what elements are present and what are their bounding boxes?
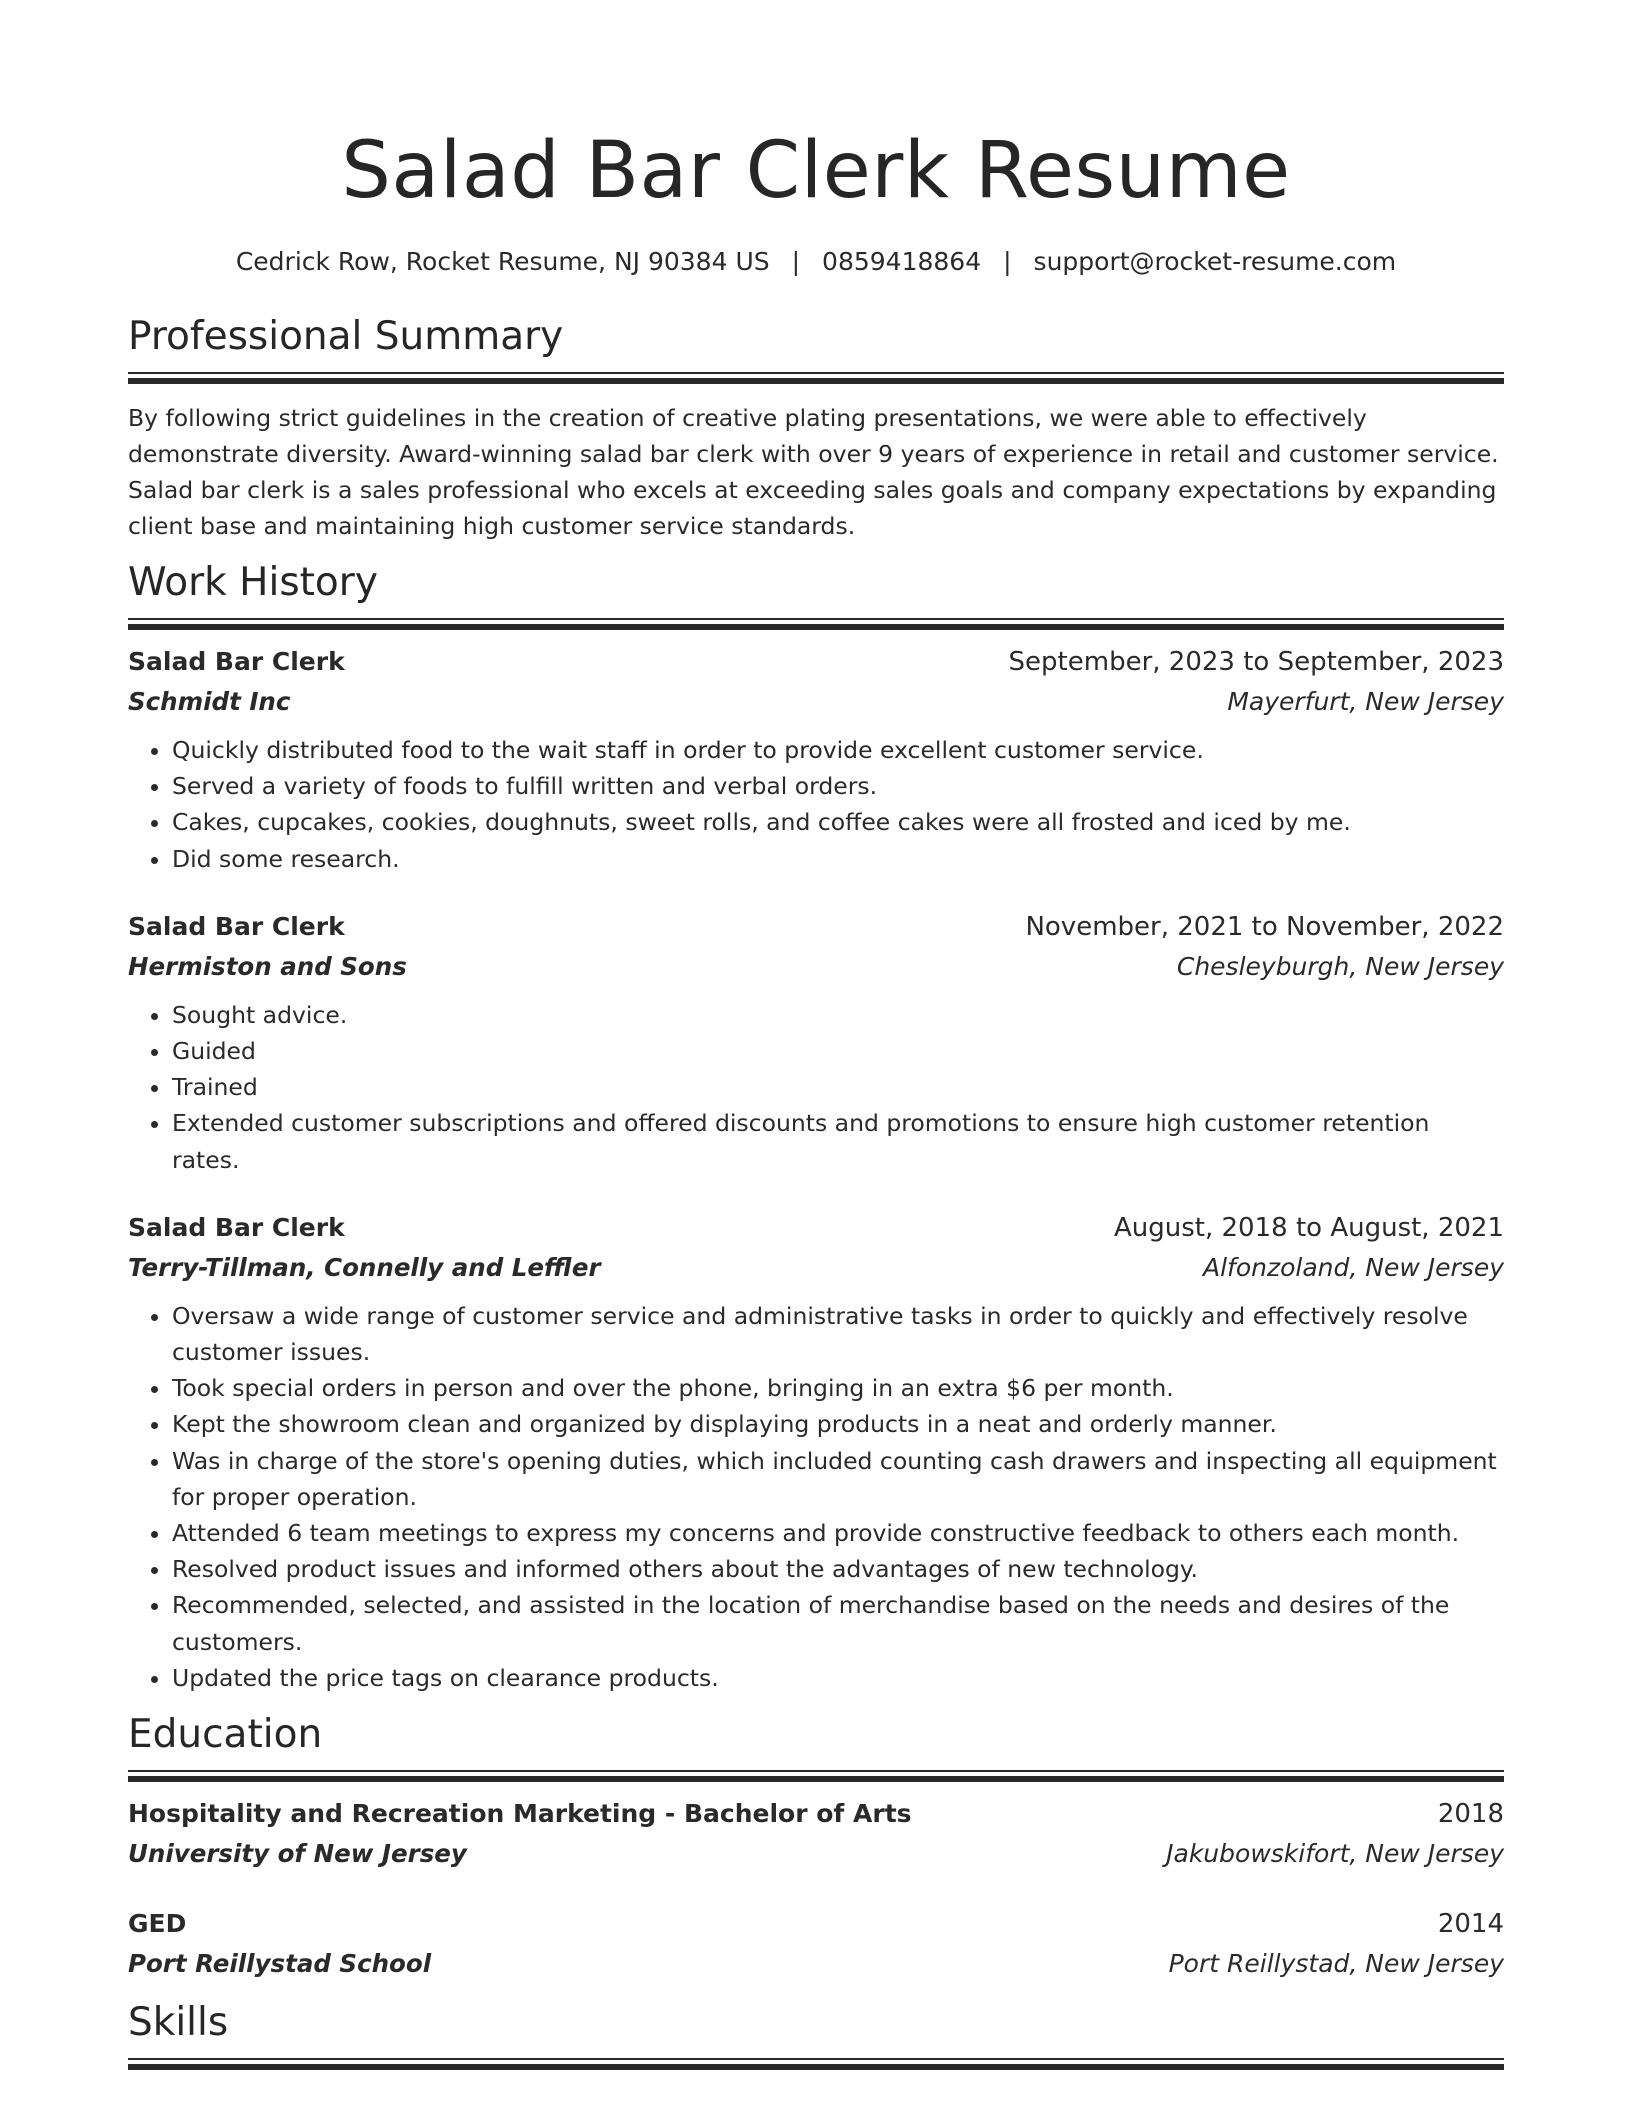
list-item: • Updated the price tags on clearance products. xyxy=(172,1660,1504,1696)
list-item: • Kept the showroom clean and organized by displaying products in a neat and orderly manner. xyxy=(172,1406,1504,1442)
education-header-row xyxy=(128,1904,1504,1944)
work-history-section xyxy=(128,558,1504,1696)
job-company-row xyxy=(128,682,1504,722)
summary-section xyxy=(128,312,1504,544)
contact-separator: | xyxy=(1003,247,1012,276)
list-item: • Cakes, cupcakes, cookies, doughnuts, sweet rolls, and coffee cakes were all frosted and iced by me. xyxy=(172,804,1504,840)
list-item: • Extended customer subscriptions and offered discounts and promotions to ensure high customer retention rates. xyxy=(172,1105,1504,1177)
education-entry xyxy=(128,1904,1504,1984)
education-location: Jakubowskifort, New Jersey xyxy=(1166,1839,1504,1869)
job-company: Schmidt Inc xyxy=(128,687,291,716)
section-divider xyxy=(128,372,1504,384)
job-title: Salad Bar Clerk xyxy=(128,911,345,941)
section-heading-skills: Skills xyxy=(128,2000,229,2046)
job-bullets xyxy=(128,1298,1504,1696)
section-heading-summary: Professional Summary xyxy=(128,314,564,359)
job-entry xyxy=(128,1208,1504,1696)
job-dates: September, 2023 to September, 2023 xyxy=(1008,647,1504,677)
section-divider xyxy=(128,2058,1504,2070)
job-company-row xyxy=(128,947,1504,987)
education-location: Port Reillystad, New Jersey xyxy=(1168,1949,1504,1979)
job-header-row xyxy=(128,907,1504,947)
job-company: Hermiston and Sons xyxy=(128,951,407,981)
contact-separator: | xyxy=(791,247,801,276)
job-title: Salad Bar Clerk xyxy=(128,1212,345,1242)
education-school-row xyxy=(128,1944,1504,1984)
contact-line xyxy=(128,244,1504,280)
list-item: • Recommended, selected, and assisted in the location of merchandise based on the needs and desires of the customers. xyxy=(172,1587,1504,1659)
job-location: Chesleyburgh, New Jersey xyxy=(1176,951,1504,981)
education-school-row xyxy=(128,1834,1504,1874)
job-entry xyxy=(128,907,1504,1178)
job-entry xyxy=(128,642,1504,877)
education-year: 2018 xyxy=(1437,1799,1504,1830)
education-entry xyxy=(128,1794,1504,1874)
list-item: • Oversaw a wide range of customer service and administrative tasks in order to quickly and effectively resolve customer issues. xyxy=(172,1298,1504,1370)
job-dates: November, 2021 to November, 2022 xyxy=(1025,911,1504,942)
list-item: • Quickly distributed food to the wait staff in order to provide excellent customer service. xyxy=(172,732,1504,768)
list-item: • Sought advice. xyxy=(172,997,1504,1033)
list-item: • Was in charge of the store's opening duties, which included counting cash drawers and inspecting all equipment for proper operation. xyxy=(172,1443,1504,1515)
resume-title: Salad Bar Clerk Resume xyxy=(341,126,1291,216)
education-degree: GED xyxy=(128,1909,187,1939)
job-bullets xyxy=(128,732,1504,877)
list-item: • Resolved product issues and informed others about the advantages of new technology. xyxy=(172,1551,1504,1587)
job-title: Salad Bar Clerk xyxy=(128,647,345,676)
education-year: 2014 xyxy=(1437,1909,1504,1940)
contact-phone: 0859418864 xyxy=(822,247,982,276)
education-school: University of New Jersey xyxy=(128,1839,467,1869)
summary-text: By following strict guidelines in the creation of creative plating presentations, we were able to effectively demonstrate diversity. Award-winning salad bar clerk with over 9 years of experience in retail and customer service. Salad bar clerk is a sales professional who excels at exceeding sales goals and company expectations by expanding client base and maintaining high customer service standards. xyxy=(128,404,1499,540)
list-item: • Did some research. xyxy=(172,841,1504,877)
section-divider xyxy=(128,1770,1504,1782)
list-item: • Took special orders in person and over the phone, bringing in an extra $6 per month. xyxy=(172,1370,1504,1406)
section-heading-work: Work History xyxy=(128,560,378,605)
section-divider xyxy=(128,618,1504,630)
job-location: Alfonzoland, New Jersey xyxy=(1203,1252,1504,1282)
job-company: Terry-Tillman, Connelly and Leffler xyxy=(128,1252,601,1282)
list-item: • Attended 6 team meetings to express my concerns and provide constructive feedback to others each month. xyxy=(172,1515,1504,1551)
list-item: • Served a variety of foods to fulfill written and verbal orders. xyxy=(172,768,1504,804)
job-bullets xyxy=(128,997,1504,1178)
education-header-row xyxy=(128,1794,1504,1834)
education-degree: Hospitality and Recreation Marketing - Bachelor of Arts xyxy=(128,1799,912,1829)
contact-address: Cedrick Row, Rocket Resume, NJ 90384 US xyxy=(235,247,770,276)
section-heading-education: Education xyxy=(128,1712,323,1758)
education-section xyxy=(128,1710,1504,1984)
job-header-row xyxy=(128,1208,1504,1248)
skills-section xyxy=(128,1998,1504,2070)
list-item: • Trained xyxy=(172,1069,1504,1105)
education-school: Port Reillystad School xyxy=(128,1949,432,1979)
job-dates: August, 2018 to August, 2021 xyxy=(1114,1212,1504,1243)
list-item: • Guided xyxy=(172,1033,1504,1069)
contact-email: support@rocket-resume.com xyxy=(1033,247,1397,276)
job-header-row xyxy=(128,642,1504,682)
job-company-row xyxy=(128,1248,1504,1288)
job-location: Mayerfurt, New Jersey xyxy=(1227,687,1504,716)
